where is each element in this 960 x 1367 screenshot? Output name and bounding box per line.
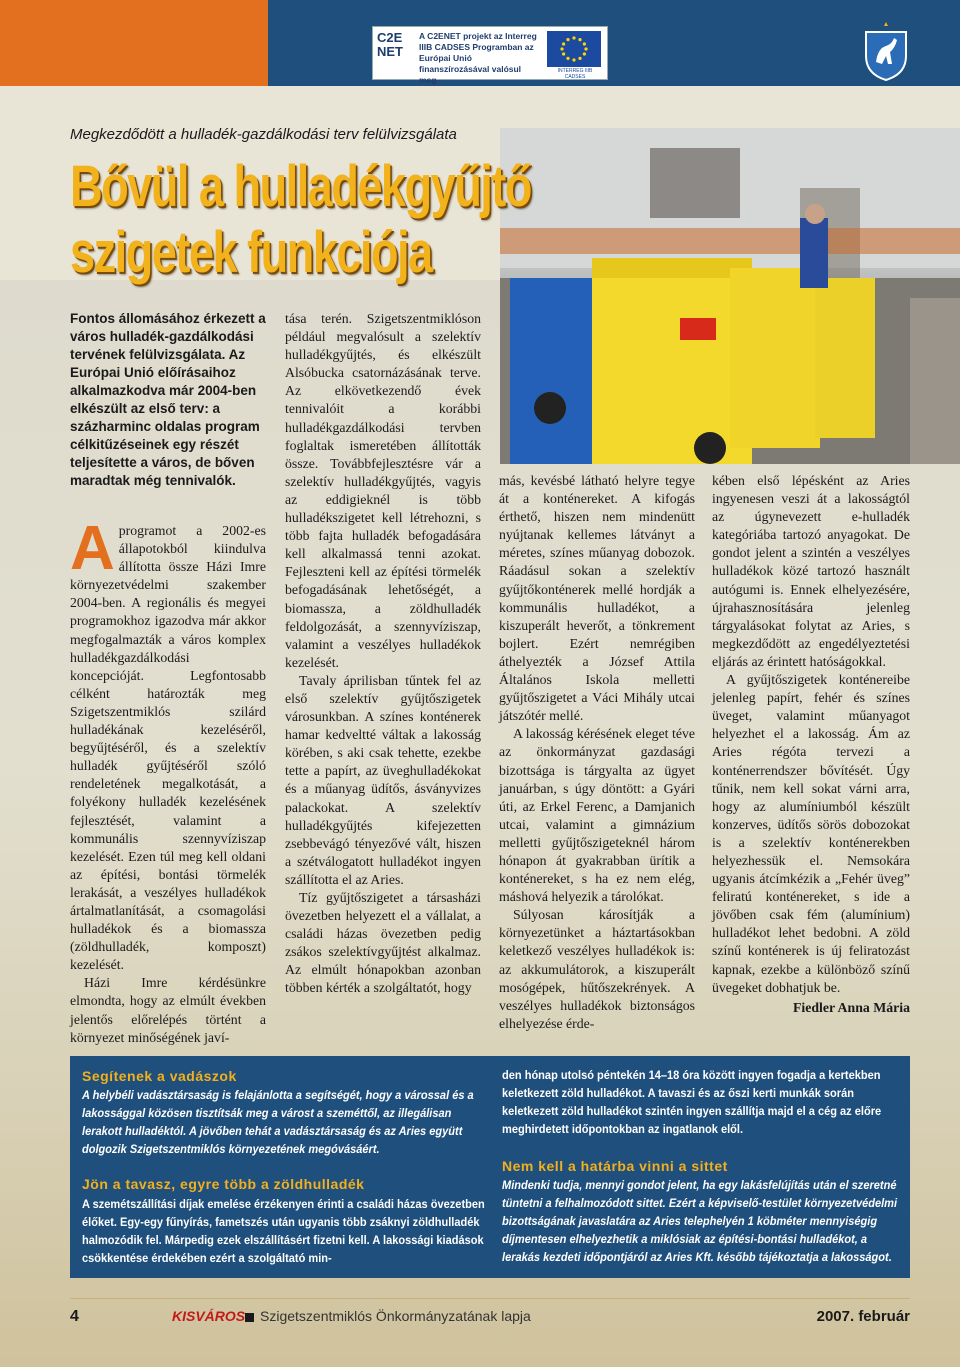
article-paragraph: A lakosság kérésének eleget téve az önkormányzat gazdasági bizottsága is tárgyalta az ügyet januárban, s úgy döntött: a Gyári úti, az Erkel Ferenc, a Damjanich utcai, valamint a gimnázium melletti gyűjtőszigeteknél három hónapon át gyakrabban ürítik a konténereket, s ha ez nem elég, máshová helyezik a tárolókat. [499,726,695,905]
eu-flag-icon [547,31,601,67]
interreg-caption: INTERREG IIIB CADSES [557,68,593,80]
article-column-2 [285,310,481,998]
article-photo-recycling-containers [500,128,960,464]
article-paragraph: A gyűjtőszigetek konténereibe jelenleg papírt, fehér és színes üveget, valamint műanyagot helyezhet el a lakosság. Ám az Aries régóta tervezi a konténerrendszer bővítését. Úgy tűnik, nem kell sokat várni arra, hogy az alumíniumból készült konzerves, üdítős sörös dobozokat is a szelektív konténerekben helyezhessük el. Nemsokára ugyanis átcímkézik a „Fehér üveg” feliratú konténereket, s ide a jövőben csak fém (alumínium) hulladékot lehet bedobni. A zöld színű konténerek is új feliratozást kapnak, ezekbe a különböző színű üvegeket dobhatjuk be. [712,672,910,995]
magazine-brand: KISVÁROS [172,1308,246,1324]
article-paragraph: kében első lépésként az Aries ingyenesen veszi át a lakosságtól az úgynevezett e-hulladék kategóriába tartozó anyagokat. De gondot jelent a szintén a veszélyes hulladékok közé tartozó használt autógumi is. Ennek elhelyezésére, újrahasznosítására jelenleg tárgyalásokat folytat az Aries, s megkezdődött az engedélyeztetési eljárás az érintett hatóságokkal. [712,473,910,669]
info-text-rubble: Mindenki tudja, mennyi gondot jelent, ha egy lakásfelújítás után el szeretné tüntetni a felhalmozódott sittet. Ezért a képviselő-testület környezetvédelmi bizottságának javaslatára az Aries telephelyén 1 köbméter mennyiségig díjmentesen elhelyezhetik a miklósiak az építési-bontási hulladékot, a lerakás kezdeti időpontjáról az Aries Kft. később tájékoztatja a lakosságot. [502,1178,898,1264]
article-kicker: Megkezdődött a hulladék-gazdálkodási terv felülvizsgálata [70,126,457,143]
info-heading-green-waste: Jön a tavasz, egyre több a zöldhulladék [82,1176,365,1192]
city-crest-icon [862,22,910,82]
article-paragraph: Tíz gyűjtőszigetet a társasházi övezetben helyezett el a vállalat, a családi házas övezetben pedig zsákos szelektívgyűjtést alkalmaz. Az elmúlt hónapokban azonban többen kérték a szolgáltatót, hogy [285,890,481,996]
footer-divider [70,1298,910,1299]
c2enet-logo: C2E NET [377,30,403,59]
page-number: 4 [70,1308,79,1325]
magazine-subtitle: Szigetszentmiklós Önkormányzatának lapja [260,1308,531,1324]
footer-square-icon [245,1313,254,1322]
article-lead: Fontos állomásához érkezett a város hulladék-gazdálkodási tervének felülvizsgálata. Az Európai Unió előírásaihoz alkalmazkodva már 2004-ben elkészült az első terv: a százharminc oldalas program célkitűzéseinek egy részét teljesítette a város, de bőven maradtak még tennivalók. [70,311,266,488]
drop-cap: A [70,514,115,583]
article-paragraph: Tavaly áprilisban tűntek fel az első szelektív gyűjtőszigetek városunkban. A színes konténerek hamar kedveltté váltak a lakosság körében, s aki csak tehette, ezekbe tette a papírt, az üveghulladékokat és a műanyag üdítős, ásványvizes palackokat. A szelektív hulladékgyűjtés kifejezetten zsebbevágó tényezővé vált, hiszen a szétválogatott hulladékot ingyen szállította el az Aries. [285,672,481,887]
article-column-1 [70,514,266,1047]
article-paragraph: Súlyosan károsítják a környezetünket a háztartásokban keletkező veszélyes hulladékok is: az akkumulátorok, a kiszuperált mosógépek, hűtőszekrények. A veszélyes hulladékok biztonságos elhelyezése érde- [499,907,695,1031]
c2enet-banner [372,26,608,85]
info-heading-hunters: Segítenek a vadászok [82,1068,237,1084]
article-paragraph: tása terén. Szigetszentmiklóson például megvalósult a szelektív hulladékgyűjtés, és elkészült Alsóbucka csatornázásának terve. Az elkövetkezendő évek tennivalóit a korábbi hulladékgazdálkodási tervben foglaltak ismeretében állították össze. Továbbfejlesztésre vár a szelektív hulladékgyűjtés, vagyis az eddigieknél is több hulladékszigetet kell létrehozni, s több fajta hulladék befogadására kell alkalmassá tenni azokat. Fejleszteni kell az építési törmelék befogadásának lehetőségét, a biomassza, a zöldhulladék feldolgozását, a szennyvíziszap, valamint a veszélyes hulladékok kezelését. [285,311,481,670]
info-text-green-waste: A szemétszállítási díjak emelése érzékenyen érinti a családi házas övezetben élőket. Egy-egy fűnyírás, fametszés után ugyanis több zsáknyi zöldhulladék halmozódik fel. Márpedig ezek elszállításért fizetni kell. A lakossági kiadások csökkentése érdekében ezért a szolgáltató min- [82,1197,485,1265]
article-paragraph: Házi Imre kérdésünkre elmondta, hogy az elmúlt években jelentős előrelépés történt a környezet minőségének javí- [70,975,266,1045]
article-headline: Bővül a hulladékgyűjtő szigetek funkciója [70,154,531,285]
article-column-4 [712,472,910,1017]
header-band-orange [0,0,268,86]
author-signature: Fiedler Anna Mária [792,999,910,1015]
article-paragraph: más, kevésbé látható helyre tegye át a konténereket. A kifogás érthető, hiszen nem mindenütt nyújtanak kellemes látványt a méretes, színes műanyag dobozok. Ráadásul sokan a szelektív gyűjtőkonténerek mellé hordják a kommunális hulladékot, a kiszuperált heverőt, a tönkrement bojlert. Ezért nemrégiben áthelyezték a József Attila Általános Iskola melletti gyűjtőszigetet a Váci Mihály utcai játszótér mellé. [499,473,695,724]
article-column-3 [499,472,695,1033]
issue-date: 2007. február [816,1308,910,1325]
c2enet-text: A C2ENET projekt az Interreg IIIB CADSES Programban az Európai Unió finanszírozásával valósul meg [419,31,537,85]
info-heading-rubble: Nem kell a határba vinni a sittet [502,1158,728,1174]
article-paragraph: Aprogramot a 2002-es állapotokból kiindulva állította össze Házi Imre környezetvédelmi szakember 2004-ben. A regionális és megyei programokhoz igazodva már akkor megfogalmazták a város komplex hulladékgazdálkodási koncepcióját. Legfontosabb célként határozták meg Szigetszentmiklós szilárd hulladékának kezeléséről, begyűjtéséről, és a szelektív hulladék gyűjtéséről szóló rendeletének megalkotását, a folyékony hulladék kezelésének fejlesztését, valamint a kommunális szennyvíziszap kezelését. Ezen túl meg kell oldani az építési, bontási törmelék lerakását, a veszélyes hulladékok ártalmatlanítását, a csomagolási hulladékok és a biomassza (zöldhulladék, komposzt) kezelését. [70,514,266,973]
info-box [70,1056,910,1278]
info-text-hunters: A helybéli vadásztársaság is felajánlotta a segítségét, hogy a várossal és a lakossággal közösen tisztítsák meg a várost a szeméttől, az illegálisan lerakott hulladéktól. A jövőben tehát a vadásztársaság és az Aries együtt dolgozik Szigetszentmiklós környezetének megóvásáért. [82,1088,474,1156]
info-text-green-waste-continued: den hónap utolsó péntekén 14–18 óra között ingyen fogadja a kertekben keletkezett zöld hulladékot. A tavaszi és az őszi kerti munkák során keletkezett zöld hulladékot szintén ingyen szállítja majd el a cég az előre meghirdetett időpontokban az ingatlanok elől. [502,1068,882,1136]
